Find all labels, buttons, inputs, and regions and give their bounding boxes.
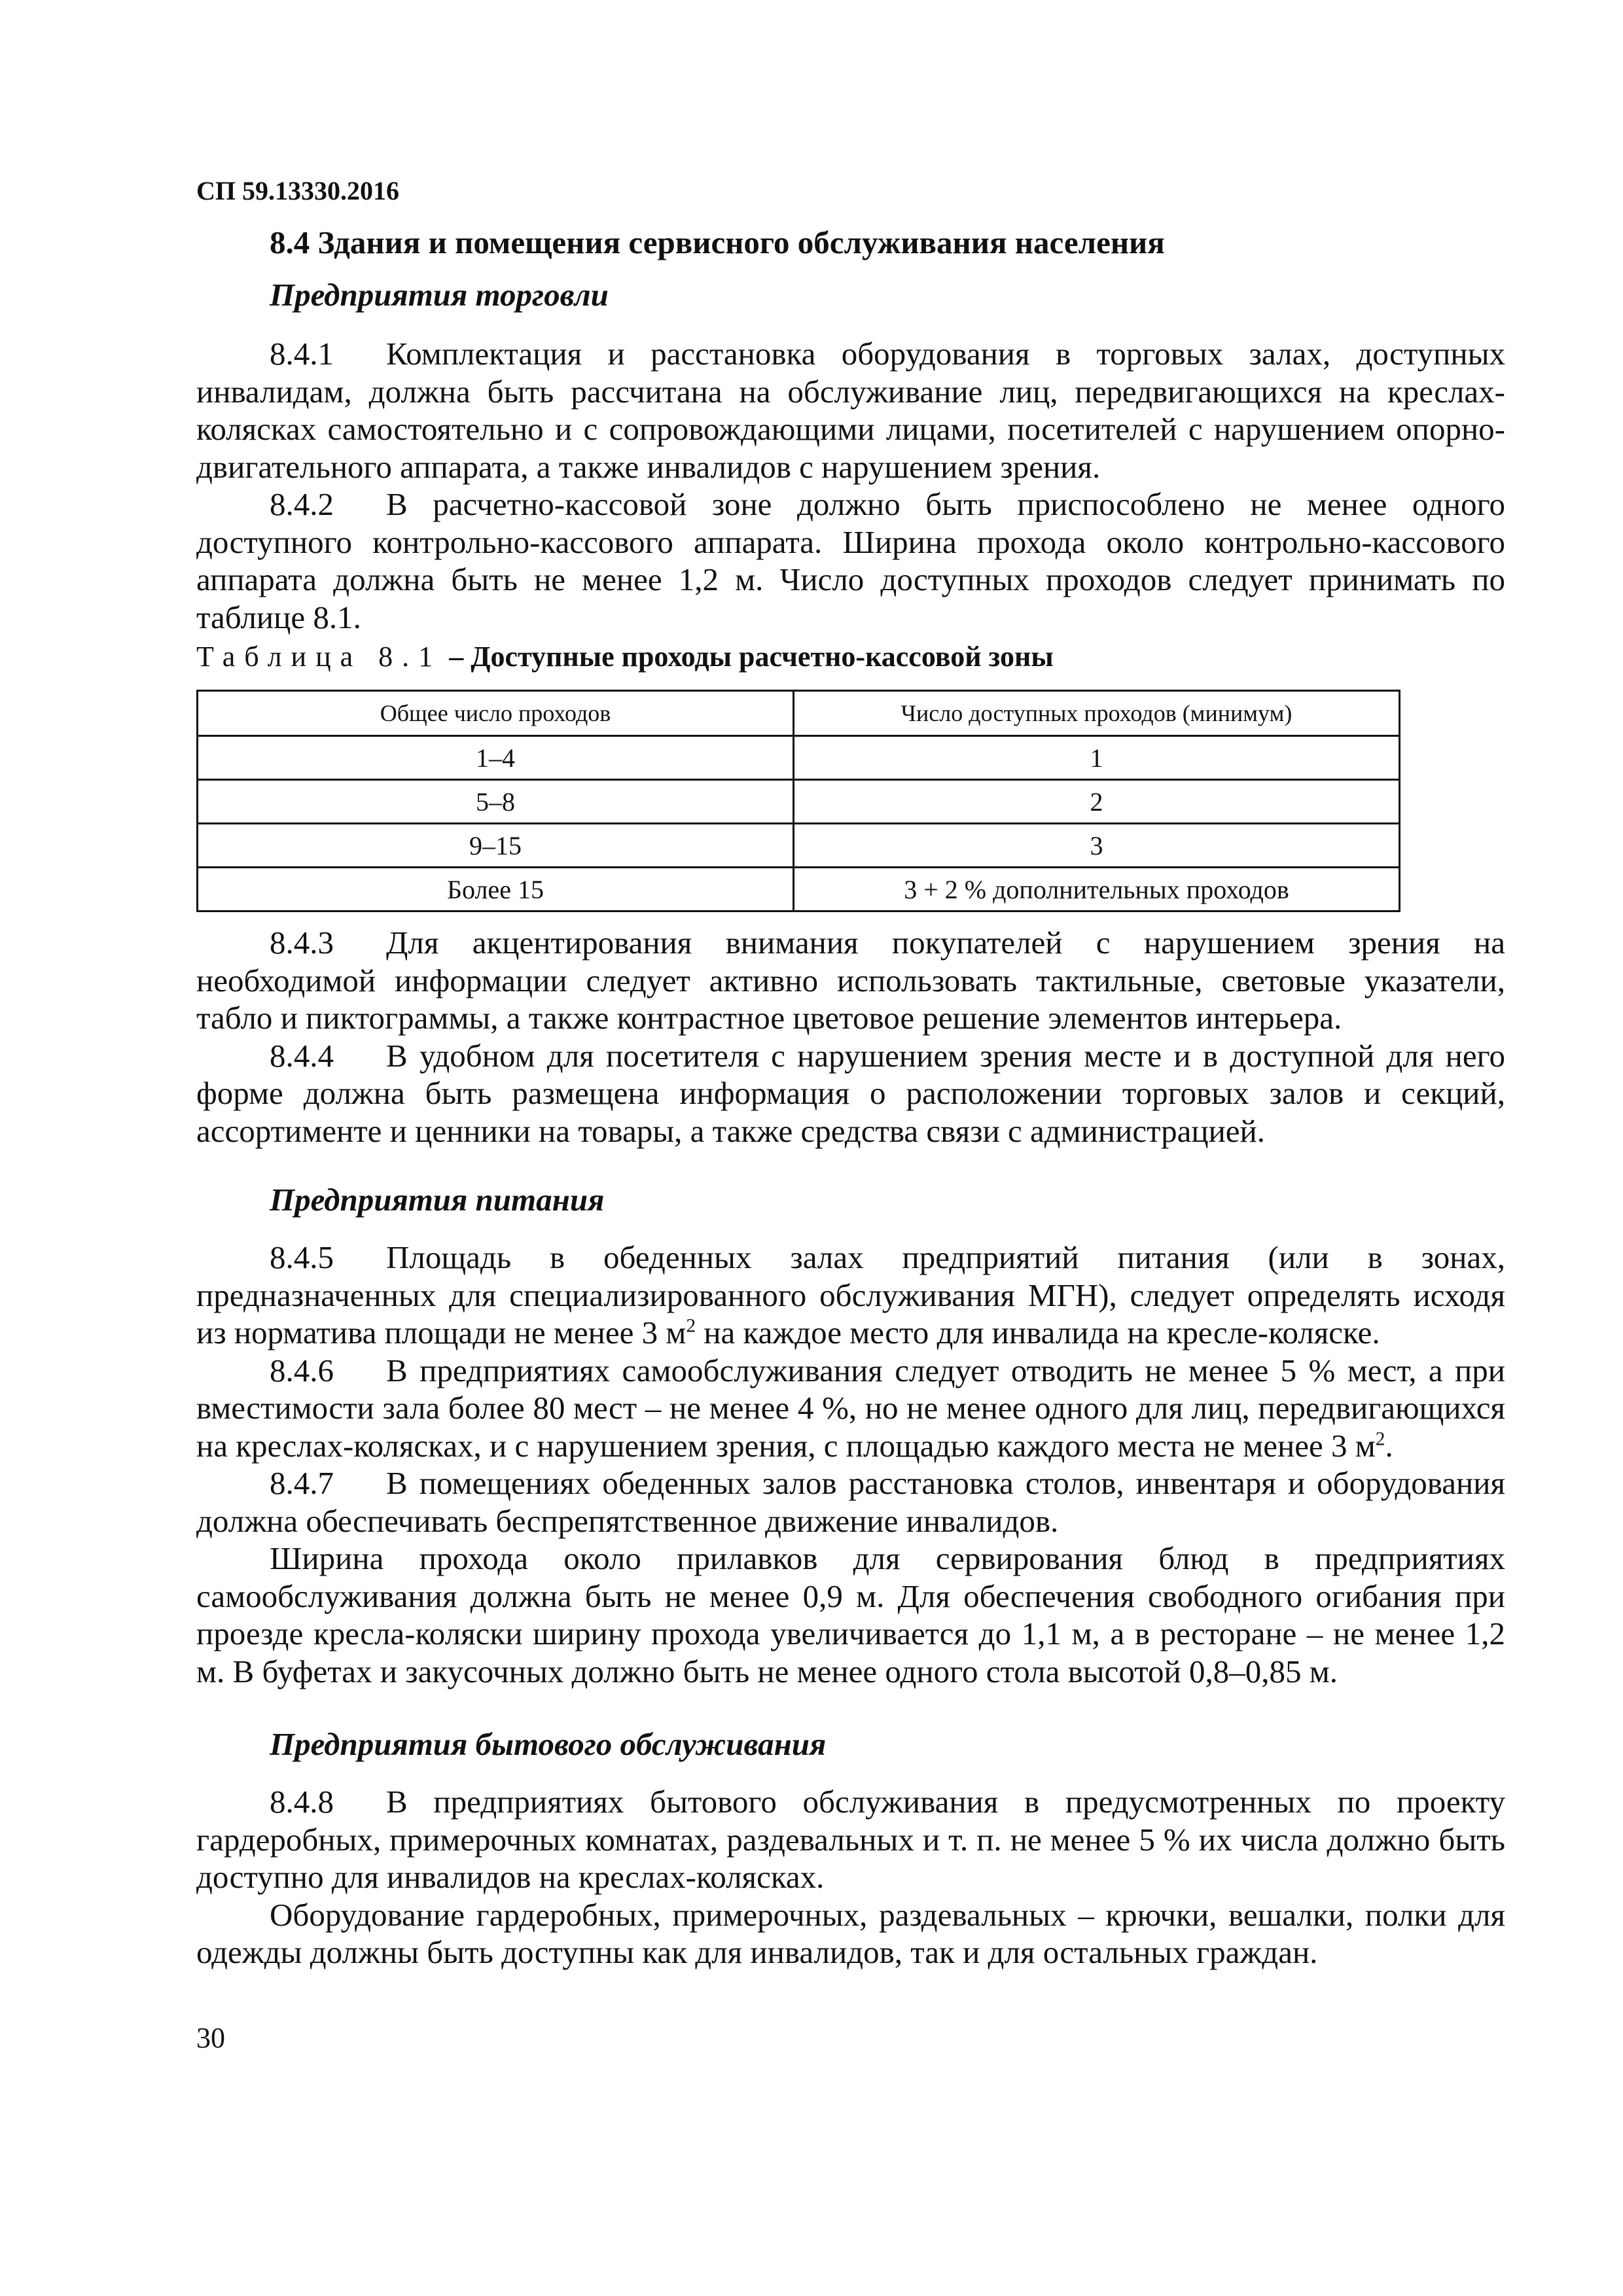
- paragraph-text: Комплектация и расстановка оборудования в торговых залах, доступных инвалидам, должна быть рассчитана на обслуживание лиц, передвигающихся на креслах-колясках самостоятельно и с сопровождающими лицами, посетителей с нарушением опорно-двигательного аппарата, а также инвалидов с нарушением зрения.: [196, 336, 1505, 485]
- paragraph-number: 8.4.5: [270, 1239, 334, 1275]
- superscript: 2: [686, 1315, 696, 1337]
- paragraph-8-4-2: [196, 486, 1505, 636]
- paragraph-8-4-8: [196, 1783, 1505, 1896]
- table-cell: 1: [794, 736, 1400, 780]
- document-code: СП 59.13330.2016: [196, 176, 399, 205]
- paragraph-8-4-8-continued: Оборудование гардеробных, примерочных, раздевальных – крючки, вешалки, полки для одежды должны быть доступны как для инвалидов, так и для остальных граждан.: [196, 1896, 1505, 1970]
- paragraph-number: 8.4.8: [270, 1784, 334, 1820]
- superscript: 2: [1375, 1428, 1385, 1450]
- table-row: [198, 824, 1400, 868]
- table-cell: Более 15: [198, 868, 794, 911]
- table-cell: 2: [794, 780, 1400, 824]
- subsection-heading-consumer-services: Предприятия бытового обслуживания: [270, 1726, 827, 1762]
- table-row: [198, 780, 1400, 824]
- section-title: 8.4 Здания и помещения сервисного обслуживания населения: [270, 224, 1165, 260]
- table-cell: 1–4: [198, 736, 794, 780]
- paragraph-8-4-5: [196, 1239, 1505, 1352]
- paragraph-8-4-3: [196, 924, 1505, 1037]
- paragraph-8-4-6: [196, 1352, 1505, 1465]
- table-caption-label: Таблица 8.1: [196, 641, 442, 673]
- page-number: 30: [196, 2021, 225, 2054]
- paragraph-text-end: на каждое место для инвалида на кресле-коляске.: [696, 1315, 1380, 1351]
- document-page: [196, 157, 1505, 2238]
- table-cell: 5–8: [198, 780, 794, 824]
- paragraph-8-4-4: [196, 1037, 1505, 1150]
- paragraph-8-4-7: [196, 1464, 1505, 1540]
- table-header-cell: Число доступных проходов (минимум): [794, 691, 1400, 736]
- paragraph-text: В предприятиях бытового обслуживания в предусмотренных по проекту гардеробных, примерочных комнатах, раздевальных и т. п. не менее 5 % их числа должно быть доступно для инвалидов на креслах-колясках.: [196, 1784, 1505, 1895]
- table-cell: 3 + 2 % дополнительных проходов: [794, 868, 1400, 911]
- subsection-heading-trade: Предприятия торговли: [270, 277, 609, 313]
- paragraph-number: 8.4.4: [270, 1037, 334, 1074]
- paragraph-text: В помещениях обеденных залов расстановка столов, инвентаря и оборудования должна обеспечивать беспрепятственное движение инвалидов.: [196, 1465, 1505, 1539]
- table-caption: [196, 637, 1505, 677]
- paragraph-number: 8.4.7: [270, 1465, 334, 1501]
- table-header-cell: Общее число проходов: [198, 691, 794, 736]
- paragraph-text: В предприятиях самообслуживания следует отводить не менее 5 % мест, а при вместимости зала более 80 мест – не менее 4 %, но не менее одного для лиц, передвигающихся на креслах-колясках, и с нарушением зрения, с площадью каждого места не менее 3 м: [196, 1352, 1505, 1464]
- paragraph-text-end: .: [1385, 1427, 1393, 1464]
- table-row: [198, 736, 1400, 780]
- table-cell: 3: [794, 824, 1400, 868]
- paragraph-number: 8.4.3: [270, 925, 334, 961]
- paragraph-text: В расчетно-кассовой зоне должно быть приспособлено не менее одного доступного контрольно-кассового аппарата. Ширина прохода около контрольно-кассового аппарата должна быть не менее 1,2 м. Число доступных проходов следует принимать по таблице 8.1.: [196, 486, 1505, 635]
- subsection-heading-food: Предприятия питания: [270, 1182, 605, 1218]
- paragraph-8-4-1: [196, 335, 1505, 486]
- table-cell: 9–15: [198, 824, 794, 868]
- paragraph-text: В удобном для посетителя с нарушением зрения месте и в доступной для него форме должна быть размещена информация о расположении торговых залов и секций, ассортименте и ценники на товары, а также средства связи с администрацией.: [196, 1037, 1505, 1149]
- paragraph-text: Для акцентирования внимания покупателей с нарушением зрения на необходимой информации следует активно использовать тактильные, световые указатели, табло и пиктограммы, а также контрастное цветовое решение элементов интерьера.: [196, 925, 1505, 1036]
- paragraph-number: 8.4.1: [270, 336, 334, 372]
- table-header-row: [198, 691, 1400, 736]
- table-row: [198, 868, 1400, 911]
- paragraph-text: Площадь в обеденных залах предприятий питания (или в зонах, предназначенных для специализированного обслуживания МГН), следует определять исходя из норматива площади не менее 3 м: [196, 1239, 1505, 1351]
- paragraph-8-4-7-continued: Ширина прохода около прилавков для сервирования блюд в предприятиях самообслуживания должна быть не менее 0,9 м. Для обеспечения свободного огибания при проезде кресла-коляски ширину прохода увеличивается до 1,1 м, а в ресторане – не менее 1,2 м. В буфетах и закусочных должно быть не менее одного стола высотой 0,8–0,85 м.: [196, 1540, 1505, 1689]
- table-8-1: [196, 690, 1400, 912]
- paragraph-number: 8.4.2: [270, 486, 334, 522]
- paragraph-number: 8.4.6: [270, 1352, 334, 1388]
- table-caption-title: – Доступные проходы расчетно-кассовой зоны: [449, 641, 1054, 673]
